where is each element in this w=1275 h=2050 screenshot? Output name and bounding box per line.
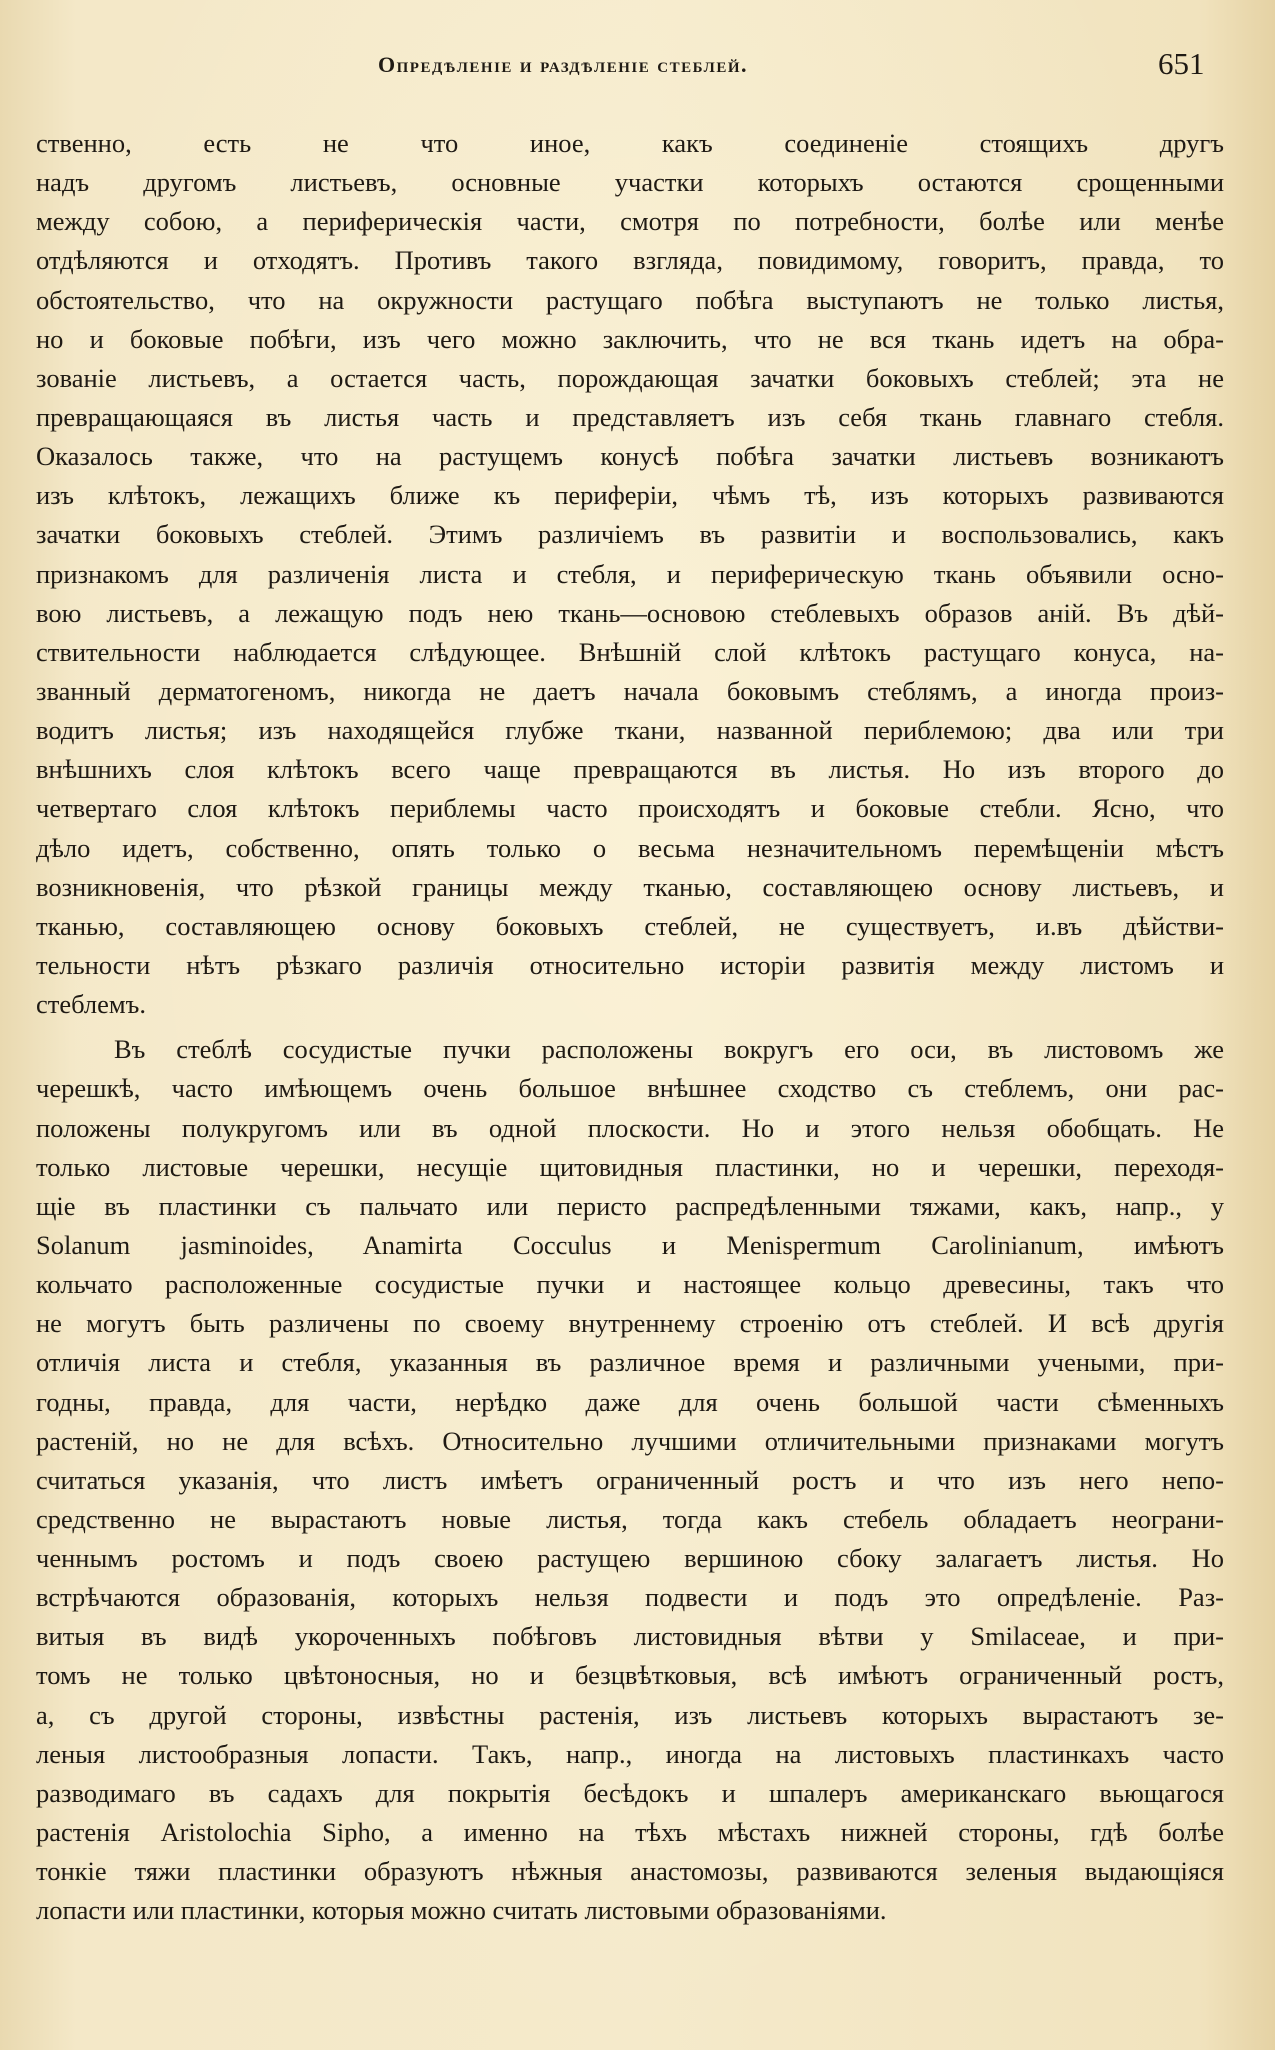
paragraph-1 bbox=[36, 124, 1224, 1024]
text-line: черешкѣ, часто имѣющемъ очень большое внѣшнее сходство съ стеблемъ, они рас- bbox=[36, 1073, 1224, 1104]
text-line: разводимаго въ садахъ для покрытія бесѣдокъ и шпалеръ американскаго вьющагося bbox=[36, 1777, 1224, 1808]
text-line: зачатки боковыхъ стеблей. Этимъ различіемъ въ развитіи и воспользовались, какъ bbox=[36, 519, 1224, 550]
text-line: Въ стеблѣ сосудистые пучки расположены вокругъ его оси, въ листовомъ же bbox=[114, 1034, 1224, 1065]
text-line: между собою, а периферическія части, смотря по потребности, болѣе или менѣе bbox=[36, 206, 1224, 237]
text-line: званный дерматогеномъ, никогда не даетъ начала боковымъ стеблямъ, а иногда произ- bbox=[36, 675, 1224, 706]
text-line: положены полукругомъ или въ одной плоскости. Но и этого нельзя обобщать. Не bbox=[36, 1112, 1224, 1143]
text-line: щіе въ пластинки съ пальчато или перисто распредѣленными тяжами, какъ, напр., у bbox=[36, 1190, 1224, 1221]
text-line: ченнымъ ростомъ и подъ своею растущею вершиною сбоку залагаетъ листья. Но bbox=[36, 1543, 1224, 1574]
running-head bbox=[0, 44, 1275, 84]
text-line: водитъ листья; изъ находящейся глубже ткани, названной периблемою; два или три bbox=[36, 715, 1224, 746]
text-line: внѣшнихъ слоя клѣтокъ всего чаще превращаются въ листья. Но изъ второго до bbox=[36, 754, 1224, 785]
text-line: обстоятельство, что на окружности растущаго побѣга выступаютъ не только листья, bbox=[36, 284, 1224, 315]
text-line: четвертаго слоя клѣтокъ периблемы часто происходятъ и боковые стебли. Ясно, что bbox=[36, 793, 1224, 824]
text-line: томъ не только цвѣтоносныя, но и безцвѣтковыя, всѣ имѣютъ ограниченный ростъ, bbox=[36, 1660, 1224, 1691]
text-line: годны, правда, для части, нерѣдко даже для очень большой части сѣменныхъ bbox=[36, 1386, 1224, 1417]
text-line: надъ другомъ листьевъ, основные участки которыхъ остаются срощенными bbox=[36, 167, 1224, 198]
running-title: Опредѣленіе и раздѣленіе стеблей. bbox=[378, 52, 748, 77]
text-line: признакомъ для различенія листа и стебля, и периферическую ткань объявили осно- bbox=[36, 558, 1224, 589]
text-line: возникновенія, что рѣзкой границы между тканью, составляющею основу листьевъ, и bbox=[36, 871, 1224, 902]
text-line: стеблемъ. bbox=[36, 989, 147, 1020]
text-line: Solanum jasminoides, Anamirta Cocculus и Menispermum Carolinianum, имѣютъ bbox=[36, 1229, 1224, 1260]
text-line: тельности нѣтъ рѣзкаго различія относительно исторіи развитія между листомъ и bbox=[36, 949, 1224, 980]
text-line: Оказалось также, что на растущемъ конусѣ побѣга зачатки листьевъ возникаютъ bbox=[36, 441, 1224, 472]
text-line: растенія Aristolochia Sipho, а именно на тѣхъ мѣстахъ нижней стороны, гдѣ болѣе bbox=[36, 1817, 1224, 1848]
page-number: 651 bbox=[1158, 46, 1205, 81]
text-line: считаться указанія, что листъ имѣетъ ограниченный ростъ и что изъ него непо- bbox=[36, 1464, 1224, 1495]
text-line: изъ клѣтокъ, лежащихъ ближе къ периферіи, чѣмъ тѣ, изъ которыхъ развиваются bbox=[36, 480, 1224, 511]
text-line: дѣло идетъ, собственно, опять только о весьма незначительномъ перемѣщеніи мѣстъ bbox=[36, 832, 1224, 863]
text-line: отдѣляются и отходятъ. Противъ такого взгляда, повидимому, говоритъ, правда, то bbox=[36, 245, 1224, 276]
text-line: витыя въ видѣ укороченныхъ побѣговъ листовидныя вѣтви у Smilaceae, и при- bbox=[36, 1621, 1224, 1652]
text-line: вою листьевъ, а лежащую подъ нею ткань—основою стеблевыхъ образов аній. Въ дѣй- bbox=[36, 597, 1224, 628]
body-text bbox=[36, 124, 1224, 1930]
text-line: ственно, есть не что иное, какъ соединеніе стоящихъ другъ bbox=[36, 128, 1224, 158]
text-line: только листовые черешки, несущіе щитовидныя пластинки, но и черешки, переходя- bbox=[36, 1151, 1224, 1182]
text-line: но и боковые побѣги, изъ чего можно заключить, что не вся ткань идетъ на обра- bbox=[36, 323, 1224, 354]
text-line: тонкіе тяжи пластинки образуютъ нѣжныя анастомозы, развиваются зеленыя выдающіяся bbox=[36, 1856, 1224, 1887]
text-line: лопасти или пластинки, которыя можно считать листовыми образованіями. bbox=[36, 1895, 887, 1926]
text-line: а, съ другой стороны, извѣстны растенія, изъ листьевъ которыхъ вырастаютъ зе- bbox=[36, 1699, 1224, 1730]
text-line: превращающаяся въ листья часть и представляетъ изъ себя ткань главнаго стебля. bbox=[36, 401, 1224, 432]
text-line: встрѣчаются образованія, которыхъ нельзя подвести и подъ это опредѣленіе. Раз- bbox=[36, 1582, 1224, 1613]
text-line: отличія листа и стебля, указанныя въ различное время и различными учеными, при- bbox=[36, 1347, 1224, 1378]
text-line: средственно не вырастаютъ новые листья, тогда какъ стебель обладаетъ неограни- bbox=[36, 1503, 1224, 1534]
text-line: леныя листообразныя лопасти. Такъ, напр., иногда на листовыхъ пластинкахъ часто bbox=[36, 1738, 1224, 1769]
text-line: ствительности наблюдается слѣдующее. Внѣшній слой клѣтокъ растущаго конуса, на- bbox=[36, 636, 1224, 667]
text-line: тканью, составляющею основу боковыхъ стеблей, не существуетъ, и.въ дѣйстви- bbox=[36, 910, 1224, 941]
text-line: кольчато расположенные сосудистые пучки и настоящее кольцо древесины, такъ что bbox=[36, 1269, 1224, 1300]
paragraph-2 bbox=[36, 1030, 1224, 1930]
text-line: растеній, но не для всѣхъ. Относительно лучшими отличительными признаками могутъ bbox=[36, 1425, 1224, 1456]
text-line: не могутъ быть различены по своему внутреннему строенію отъ стеблей. И всѣ другія bbox=[36, 1308, 1224, 1339]
text-line: зованіе листьевъ, а остается часть, порождающая зачатки боковыхъ стеблей; эта не bbox=[36, 362, 1224, 393]
